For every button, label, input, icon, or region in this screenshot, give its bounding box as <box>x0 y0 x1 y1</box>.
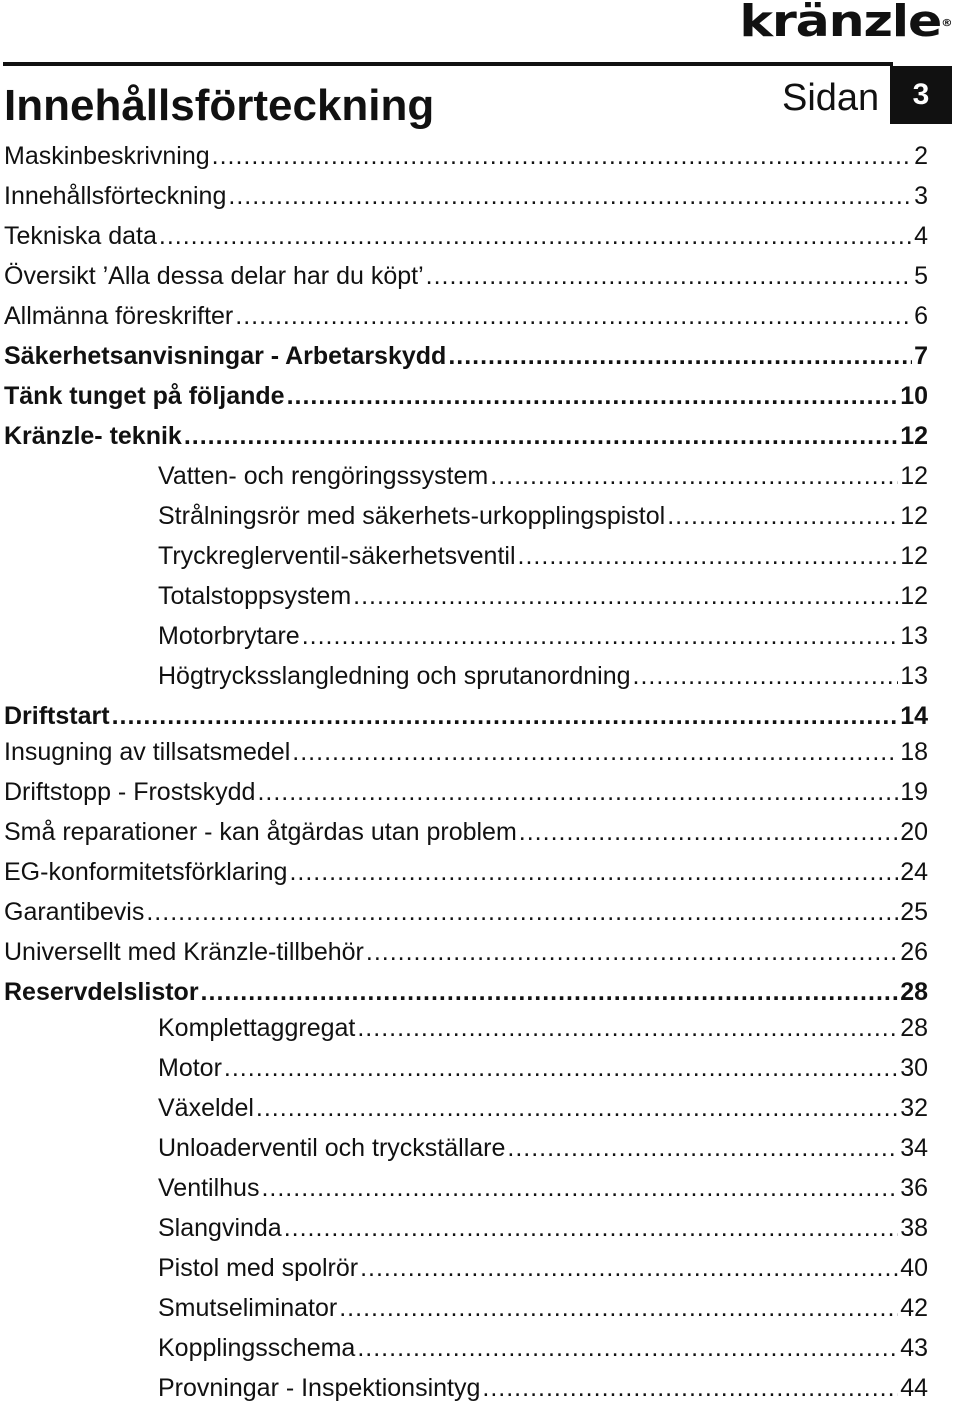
toc-entry-page: 19 <box>900 778 928 806</box>
toc-entry-label: Garantibevis <box>4 898 145 926</box>
toc-entry[interactable] <box>158 1050 928 1086</box>
toc-entry-label: Motorbrytare <box>158 622 300 650</box>
toc-entry-page: 12 <box>900 462 928 490</box>
toc-entry-label: Små reparationer - kan åtgärdas utan problem <box>4 818 517 846</box>
brand-logo <box>739 0 952 47</box>
toc-entry-label: Tänk tunget på följande <box>4 382 285 410</box>
toc-entry-label: Motor <box>158 1054 222 1082</box>
toc-entry[interactable] <box>158 1370 928 1406</box>
toc-entry-label: Kopplingsschema <box>158 1334 356 1362</box>
dot-leader <box>519 814 898 850</box>
dot-leader <box>284 1210 898 1246</box>
dot-leader <box>426 258 912 294</box>
toc-entry[interactable] <box>4 854 928 890</box>
toc-entry[interactable] <box>158 538 928 574</box>
toc-entry[interactable] <box>4 974 928 1010</box>
toc-entry-page: 43 <box>900 1334 928 1362</box>
toc-entry-label: Kränzle- teknik <box>4 422 182 450</box>
toc-entry[interactable] <box>4 698 928 734</box>
dot-leader <box>146 894 898 930</box>
dot-leader <box>353 578 898 614</box>
toc-entry-page: 34 <box>900 1134 928 1162</box>
toc-entry[interactable] <box>4 298 928 334</box>
toc-entry[interactable] <box>158 1290 928 1326</box>
dot-leader <box>201 974 899 1010</box>
toc-entry-page: 28 <box>900 978 928 1006</box>
toc-entry-label: Driftstopp - Frostskydd <box>4 778 256 806</box>
toc-entry-label: Insugning av tillsatsmedel <box>4 738 291 766</box>
toc-entry-page: 12 <box>900 422 928 450</box>
toc-entry-page: 7 <box>914 342 928 370</box>
toc-entry-label: Säkerhetsanvisningar - Arbetarskydd <box>4 342 447 370</box>
dot-leader <box>507 1130 898 1166</box>
toc-entry-page: 20 <box>900 818 928 846</box>
registered-mark: ® <box>941 18 952 29</box>
toc-entry-page: 12 <box>900 502 928 530</box>
toc-entry-page: 44 <box>900 1374 928 1402</box>
toc-entry[interactable] <box>4 178 928 214</box>
toc-entry[interactable] <box>158 1250 928 1286</box>
toc-entry[interactable] <box>158 498 928 534</box>
dot-leader <box>289 854 898 890</box>
toc-entry-label: Maskinbeskrivning <box>4 142 210 170</box>
toc-entry-page: 5 <box>914 262 928 290</box>
toc-entry-page: 30 <box>900 1054 928 1082</box>
dot-leader <box>357 1330 898 1366</box>
toc-entry-page: 6 <box>914 302 928 330</box>
dot-leader <box>357 1010 898 1046</box>
toc-entry[interactable] <box>158 458 928 494</box>
dot-leader <box>184 418 898 454</box>
toc-entry-label: EG-konformitetsförklaring <box>4 858 288 886</box>
toc-entry-label: Unloaderventil och tryckställare <box>158 1134 506 1162</box>
toc-entry-label: Slangvinda <box>158 1214 282 1242</box>
toc-entry-page: 32 <box>900 1094 928 1122</box>
toc-entry-label: Vatten- och rengöringssystem <box>158 462 489 490</box>
dot-leader <box>256 1090 898 1126</box>
toc-entry-label: Innehållsförteckning <box>4 182 227 210</box>
header-rule <box>3 62 893 66</box>
toc-entry[interactable] <box>4 734 928 770</box>
toc-entry-label: Allmänna föreskrifter <box>4 302 234 330</box>
dot-leader <box>287 378 899 414</box>
toc-entry[interactable] <box>4 338 928 374</box>
toc-entry[interactable] <box>4 894 928 930</box>
toc-entry-page: 18 <box>900 738 928 766</box>
page-number-badge: 3 <box>890 66 952 124</box>
dot-leader <box>224 1050 898 1086</box>
toc-entry-label: Översikt ’Alla dessa delar har du köpt’ <box>4 262 424 290</box>
toc-entry-page: 36 <box>900 1174 928 1202</box>
dot-leader <box>448 338 912 374</box>
page-title: Innehållsförteckning <box>4 81 435 130</box>
toc-entry-page: 12 <box>900 582 928 610</box>
dot-leader <box>261 1170 898 1206</box>
dot-leader <box>257 774 898 810</box>
toc-entry-page: 14 <box>900 702 928 730</box>
toc-entry-label: Provningar - Inspektionsintyg <box>158 1374 481 1402</box>
toc-entry-page: 28 <box>900 1014 928 1042</box>
dot-leader <box>482 1370 898 1406</box>
dot-leader <box>159 218 912 254</box>
dot-leader <box>360 1250 898 1286</box>
dot-leader <box>366 934 898 970</box>
toc-entry[interactable] <box>158 1130 928 1166</box>
toc-entry-page: 25 <box>900 898 928 926</box>
toc-entry[interactable] <box>4 378 928 414</box>
toc-entry[interactable] <box>158 1210 928 1246</box>
toc-entry-label: Tekniska data <box>4 222 157 250</box>
toc-entry-label: Ventilhus <box>158 1174 260 1202</box>
toc-entry[interactable] <box>4 774 928 810</box>
toc-entry-label: Driftstart <box>4 702 110 730</box>
toc-entry-page: 26 <box>900 938 928 966</box>
toc-entry[interactable] <box>4 418 928 454</box>
dot-leader <box>212 138 912 174</box>
toc-entry-page: 38 <box>900 1214 928 1242</box>
toc-entry[interactable] <box>4 814 928 850</box>
toc-entry-page: 2 <box>914 142 928 170</box>
toc-entry-page: 10 <box>900 382 928 410</box>
toc-entry[interactable] <box>158 1090 928 1126</box>
toc-entry-label: Högtrycksslangledning och sprutanordning <box>158 662 631 690</box>
dot-leader <box>228 178 912 214</box>
toc-entry-page: 40 <box>900 1254 928 1282</box>
toc-entry-label: Universellt med Kränzle-tillbehör <box>4 938 364 966</box>
toc-entry-page: 3 <box>914 182 928 210</box>
toc-entry-label: Reservdelslistor <box>4 978 199 1006</box>
dot-leader <box>112 698 899 734</box>
toc-entry-page: 24 <box>900 858 928 886</box>
toc-entry-label: Pistol med spolrör <box>158 1254 359 1282</box>
toc-entry[interactable] <box>4 138 928 174</box>
toc-entry-page: 4 <box>914 222 928 250</box>
toc-entry[interactable] <box>4 934 928 970</box>
toc-entry-label: Komplettaggregat <box>158 1014 356 1042</box>
dot-leader <box>235 298 912 334</box>
brand-logo-text: kränzle <box>739 0 942 47</box>
dot-leader <box>518 538 899 574</box>
dot-leader <box>633 658 899 694</box>
toc-entry-page: 12 <box>900 542 928 570</box>
toc-entry-label: Tryckreglerventil-säkerhetsventil <box>158 542 516 570</box>
toc-entry[interactable] <box>4 218 928 254</box>
toc-entry[interactable] <box>158 1330 928 1366</box>
toc-entry[interactable] <box>158 618 928 654</box>
toc-entry-label: Strålningsrör med säkerhets-urkopplingspistol <box>158 502 666 530</box>
dot-leader <box>302 618 898 654</box>
toc-entry-page: 13 <box>900 662 928 690</box>
dot-leader <box>339 1290 898 1326</box>
toc-entry[interactable] <box>158 578 928 614</box>
dot-leader <box>292 734 898 770</box>
toc-entry-label: Växeldel <box>158 1094 254 1122</box>
dot-leader <box>490 458 898 494</box>
page-label: Sidan <box>782 77 880 119</box>
toc-entry[interactable] <box>158 658 928 694</box>
toc-entry-label: Smutseliminator <box>158 1294 338 1322</box>
toc-entry[interactable] <box>158 1170 928 1206</box>
toc-entry[interactable] <box>4 258 928 294</box>
toc-entry-page: 42 <box>900 1294 928 1322</box>
toc-entry-page: 13 <box>900 622 928 650</box>
toc-entry[interactable] <box>158 1010 928 1046</box>
toc-entry-label: Totalstoppsystem <box>158 582 352 610</box>
dot-leader <box>667 498 898 534</box>
